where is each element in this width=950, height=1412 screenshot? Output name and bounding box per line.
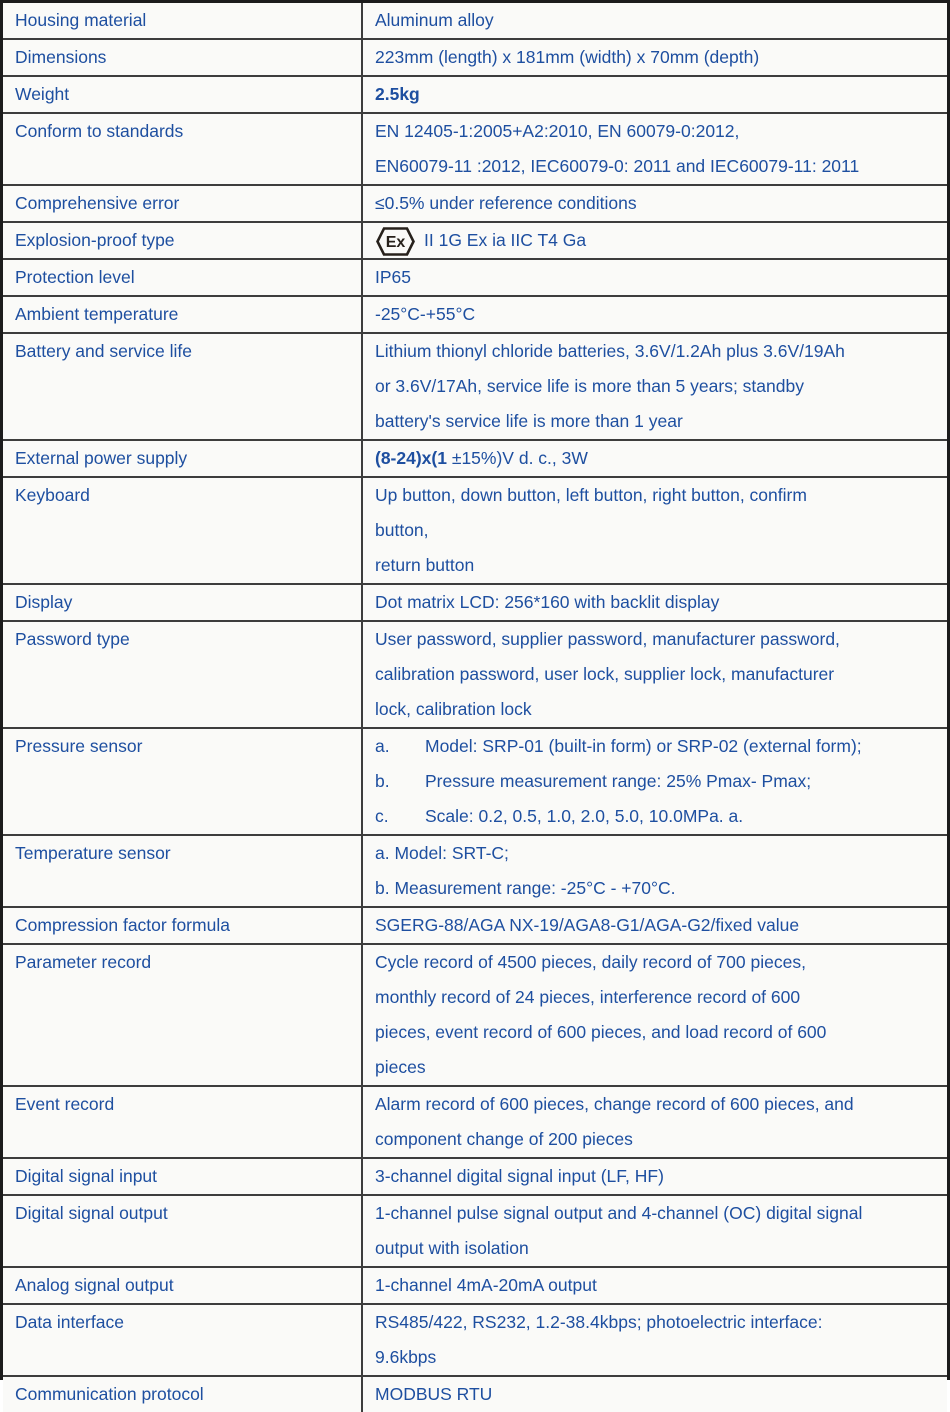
value-line: MODBUS RTU — [375, 1384, 493, 1404]
value-line: -25°C-+55°C — [375, 304, 476, 324]
list-text: Pressure measurement range: 25% Pmax- Pmax; — [425, 771, 812, 791]
value-line: pieces — [375, 1057, 426, 1077]
value-line: a. Model: SRT-C; — [375, 843, 509, 863]
spec-value — [363, 1377, 947, 1412]
table-row — [3, 77, 947, 114]
spec-label: Parameter record — [3, 945, 363, 1085]
spec-label: Password type — [3, 622, 363, 727]
value-line: 9.6kbps — [375, 1347, 437, 1367]
spec-label: Ambient temperature — [3, 297, 363, 332]
svg-text:Ex: Ex — [385, 234, 406, 251]
value-line: battery's service life is more than 1 year — [375, 411, 683, 431]
table-row — [3, 3, 947, 40]
value-text: II 1G Ex ia IIC T4 Ga — [424, 230, 587, 250]
spec-label: External power supply — [3, 441, 363, 476]
value-line: b. Measurement range: -25°C - +70°C. — [375, 878, 676, 898]
table-row — [3, 908, 947, 945]
list-text: Scale: 0.2, 0.5, 1.0, 2.0, 5.0, 10.0MPa. a. — [425, 806, 744, 826]
table-row — [3, 478, 947, 585]
value-list-item — [375, 764, 935, 799]
table-row — [3, 441, 947, 478]
value-line: output with isolation — [375, 1238, 529, 1258]
spec-value — [363, 1305, 947, 1375]
table-row — [3, 334, 947, 441]
value-line: Aluminum alloy — [375, 10, 494, 30]
value-line: User password, supplier password, manufacturer password, — [375, 629, 840, 649]
table-row — [3, 622, 947, 729]
spec-value — [363, 297, 947, 332]
list-text: Model: SRP-01 (built-in form) or SRP-02 (external form); — [425, 736, 862, 756]
value-line: calibration password, user lock, supplier lock, manufacturer — [375, 664, 835, 684]
list-marker: c. — [375, 806, 389, 826]
value-line: component change of 200 pieces — [375, 1129, 633, 1149]
spec-value — [363, 945, 947, 1085]
value-line: Up button, down button, left button, right button, confirm — [375, 485, 807, 505]
spec-value — [363, 1268, 947, 1303]
value-line: RS485/422, RS232, 1.2-38.4kbps; photoelectric interface: — [375, 1312, 823, 1332]
spec-value — [363, 478, 947, 583]
value-line: 3-channel digital signal input (LF, HF) — [375, 1166, 664, 1186]
spec-label: Dimensions — [3, 40, 363, 75]
spec-value — [363, 729, 947, 834]
value-line: Alarm record of 600 pieces, change record of 600 pieces, and — [375, 1094, 854, 1114]
table-row — [3, 297, 947, 334]
spec-value — [363, 1159, 947, 1194]
list-marker: a. — [375, 736, 390, 756]
table-row — [3, 945, 947, 1087]
value-line: 1-channel 4mA-20mA output — [375, 1275, 597, 1295]
table-row — [3, 1196, 947, 1268]
value-line: EN60079-11 :2012, IEC60079-0: 2011 and IEC60079-11: 2011 — [375, 156, 860, 176]
spec-value — [363, 260, 947, 295]
table-row — [3, 260, 947, 297]
ex-hexagon-icon — [375, 226, 416, 257]
value-line: ≤0.5% under reference conditions — [375, 193, 637, 213]
table-row — [3, 836, 947, 908]
spec-value — [363, 3, 947, 38]
spec-value — [363, 1196, 947, 1266]
spec-label: Protection level — [3, 260, 363, 295]
table-row — [3, 40, 947, 77]
spec-value — [363, 334, 947, 439]
table-row — [3, 1087, 947, 1159]
table-row — [3, 729, 947, 836]
value-line: 1-channel pulse signal output and 4-channel (OC) digital signal — [375, 1203, 863, 1223]
value-line: Cycle record of 4500 pieces, daily record of 700 pieces, — [375, 952, 806, 972]
spec-label: Digital signal output — [3, 1196, 363, 1266]
table-row — [3, 1159, 947, 1196]
value-line: SGERG-88/AGA NX-19/AGA8-G1/AGA-G2/fixed value — [375, 915, 800, 935]
spec-label: Weight — [3, 77, 363, 112]
spec-value — [363, 441, 947, 476]
spec-value — [363, 622, 947, 727]
value-line: monthly record of 24 pieces, interference record of 600 — [375, 987, 801, 1007]
spec-value — [363, 836, 947, 906]
value-line: return button — [375, 555, 475, 575]
value-line: IP65 — [375, 267, 411, 287]
spec-label: Explosion-proof type — [3, 223, 363, 258]
value-segment: (8-24)x(1 — [375, 448, 447, 468]
table-row — [3, 186, 947, 223]
value-list-item — [375, 729, 935, 764]
spec-label: Compression factor formula — [3, 908, 363, 943]
spec-label: Event record — [3, 1087, 363, 1157]
spec-label: Pressure sensor — [3, 729, 363, 834]
table-row — [3, 1377, 947, 1412]
value-line: pieces, event record of 600 pieces, and load record of 600 — [375, 1022, 827, 1042]
value-list-item — [375, 799, 935, 834]
spec-label: Analog signal output — [3, 1268, 363, 1303]
table-row — [3, 223, 947, 260]
value-line — [375, 223, 935, 258]
spec-value — [363, 186, 947, 221]
value-line: button, — [375, 520, 429, 540]
value-line: Dot matrix LCD: 256*160 with backlit display — [375, 592, 720, 612]
spec-label: Communication protocol — [3, 1377, 363, 1412]
value-line: 2.5kg — [375, 84, 420, 104]
value-line: Lithium thionyl chloride batteries, 3.6V/1.2Ah plus 3.6V/19Ah — [375, 341, 845, 361]
table-row — [3, 114, 947, 186]
spec-label: Keyboard — [3, 478, 363, 583]
spec-value — [363, 40, 947, 75]
list-marker: b. — [375, 771, 390, 791]
spec-value — [363, 77, 947, 112]
spec-value — [363, 1087, 947, 1157]
spec-value — [363, 114, 947, 184]
spec-value — [363, 585, 947, 620]
spec-value — [363, 908, 947, 943]
table-row — [3, 1268, 947, 1305]
spec-label: Digital signal input — [3, 1159, 363, 1194]
spec-label: Data interface — [3, 1305, 363, 1375]
value-line — [375, 441, 935, 476]
value-line: 223mm (length) x 181mm (width) x 70mm (depth) — [375, 47, 760, 67]
table-row — [3, 585, 947, 622]
spec-label: Temperature sensor — [3, 836, 363, 906]
spec-label: Housing material — [3, 3, 363, 38]
spec-label: Conform to standards — [3, 114, 363, 184]
spec-value — [363, 223, 947, 258]
table-row — [3, 1305, 947, 1377]
value-segment: ±15%)V d. c., 3W — [446, 448, 588, 468]
spec-label: Comprehensive error — [3, 186, 363, 221]
spec-label: Display — [3, 585, 363, 620]
spec-label: Battery and service life — [3, 334, 363, 439]
value-line: lock, calibration lock — [375, 699, 532, 719]
value-line: EN 12405-1:2005+A2:2010, EN 60079-0:2012, — [375, 121, 740, 141]
value-line: or 3.6V/17Ah, service life is more than 5 years; standby — [375, 376, 804, 396]
